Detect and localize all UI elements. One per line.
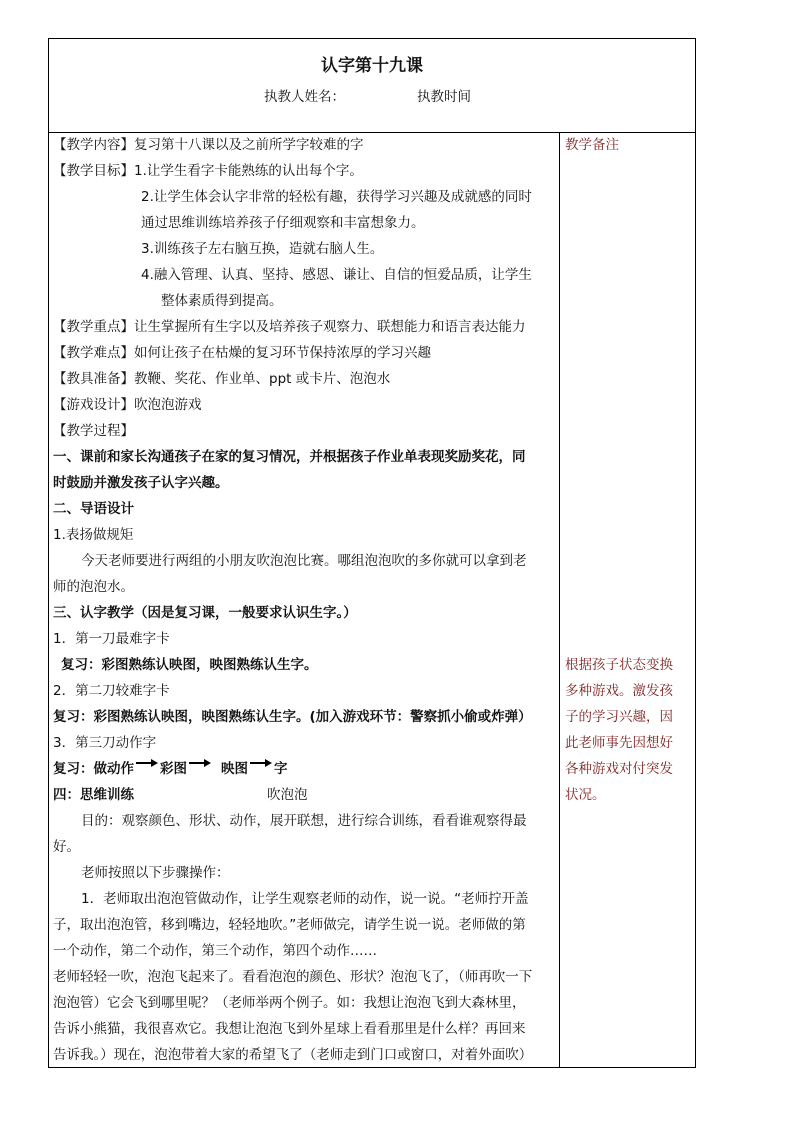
- teaching-goal-4b: 整体素质得到提高。: [161, 293, 283, 309]
- teaching-difficulty: 【教学难点】如何让孩子在枯燥的复习环节保持浓厚的学习兴趣: [53, 345, 431, 361]
- procedure-line-4: 老师轻轻一吹，泡泡飞起来了。看看泡泡的颜色、形状？泡泡飞了，（师再吹一下: [53, 969, 533, 985]
- section-4-heading: 四：思维训练: [53, 787, 134, 803]
- section-4-game: 吹泡泡: [267, 787, 308, 803]
- teaching-goal-1: 【教学目标】1.让学生看字卡能熟练的认出每个字。: [53, 163, 363, 179]
- lesson-plan-table: [48, 38, 696, 1068]
- notes-line-6: 状况。: [565, 787, 606, 803]
- teacher-name-label: 执教人姓名：: [264, 89, 345, 105]
- aim-line-b: 好。: [53, 839, 80, 855]
- procedure-line-3: 一个动作，第二个动作，第三个动作，第四个动作……: [53, 943, 377, 959]
- notes-line-3: 子的学习兴趣，因: [565, 709, 673, 725]
- arrow-right-icon: [189, 759, 211, 769]
- teaching-time-label: 执教时间: [417, 89, 471, 105]
- review-step-action: 复习：做动作: [53, 761, 134, 777]
- game-design: 【游戏设计】吹泡泡游戏: [53, 397, 202, 413]
- teaching-key-point: 【教学重点】让生掌握所有生字以及培养孩子观察力、联想能力和语言表达能力: [53, 319, 526, 335]
- section-2-item-1: 1.表扬做规矩: [53, 527, 134, 543]
- review-step-mapped-image: 映图: [221, 761, 248, 777]
- section-3-heading: 三、认字教学（因是复习课，一般要求认识生字。）: [53, 605, 357, 621]
- section-3-item-3-review: [53, 759, 288, 779]
- section-1-line-b: 时鼓励并激发孩子认字兴趣。: [53, 475, 229, 491]
- notes-line-2: 多种游戏。激发孩: [565, 683, 673, 699]
- notes-line-1: 根据孩子状态变换: [565, 657, 673, 673]
- teaching-process: 【教学过程】: [53, 423, 134, 439]
- procedure-line-7: 告诉我。）现在，泡泡带着大家的希望飞了（老师走到门口或窗口，对着外面吹）: [53, 1047, 533, 1063]
- section-3-item-2: 2．第二刀较难字卡: [53, 683, 170, 699]
- section-3-item-1-review: 复习：彩图熟练认映图，映图熟练认生字。: [61, 657, 318, 673]
- arrow-right-icon: [136, 759, 158, 769]
- section-1-line-a: 一、课前和家长沟通孩子在家的复习情况，并根据孩子作业单表现奖励奖花，同: [53, 449, 526, 465]
- notes-line-5: 各种游戏对付突发: [565, 761, 673, 777]
- procedure-line-1: 1．老师取出泡泡管做动作，让学生观察老师的动作，说一说。“老师拧开盖: [81, 891, 529, 907]
- review-step-character: 字: [274, 761, 288, 777]
- procedure-line-6: 告诉小熊猫，我很喜欢它。我想让泡泡飞到外星球上看看那里是什么样？再回来: [53, 1021, 526, 1037]
- column-divider: [559, 132, 560, 1068]
- notes-heading: 教学备注: [565, 137, 619, 153]
- section-3-item-2-review: 复习：彩图熟练认映图，映图熟练认生字。(加入游戏环节：警察抓小偷或炸弹）: [53, 709, 532, 725]
- section-3-item-3: 3．第三刀动作字: [53, 735, 157, 751]
- teaching-goal-3: 3.训练孩子左右脑互换，造就右脑人生。: [141, 241, 384, 257]
- teaching-goal-2a: 2.让学生体会认字非常的轻松有趣，获得学习兴趣及成就感的同时: [141, 189, 532, 205]
- procedure-line-2: 子，取出泡泡管，移到嘴边，轻轻地吹。”老师做完，请学生说一说。老师做的第: [53, 917, 526, 933]
- section-2-heading: 二、导语设计: [53, 501, 134, 517]
- procedure-line-5: 泡泡管）它会飞到哪里呢？（老师举两个例子。如：我想让泡泡飞到大森林里，: [53, 995, 526, 1011]
- section-2-paragraph-a: 今天老师要进行两组的小朋友吹泡泡比赛。哪组泡泡吹的多你就可以拿到老: [81, 553, 527, 569]
- teaching-goal-4a: 4.融入管理、认真、坚持、感恩、谦让、自信的恒爱品质，让学生: [141, 267, 532, 283]
- teaching-goal-2b: 通过思维训练培养孩子仔细观察和丰富想象力。: [141, 215, 425, 231]
- header-cell: [49, 39, 695, 133]
- teaching-content: 【教学内容】复习第十八课以及之前所学字较难的字: [53, 137, 364, 153]
- aim-line-a: 目的：观察颜色、形状、动作，展开联想，进行综合训练，看看谁观察得最: [81, 813, 527, 829]
- notes-line-4: 此老师事先因想好: [565, 735, 673, 751]
- arrow-right-icon: [250, 759, 272, 769]
- section-3-item-1: 1．第一刀最难字卡: [53, 631, 170, 647]
- page-title: 认字第十九课: [321, 56, 423, 76]
- review-step-color-image: 彩图: [160, 761, 187, 777]
- section-2-paragraph-b: 师的泡泡水。: [53, 579, 134, 595]
- steps-intro: 老师按照以下步骤操作：: [81, 865, 230, 881]
- teaching-tools: 【教具准备】教鞭、奖花、作业单、ppt 或卡片、泡泡水: [53, 371, 391, 387]
